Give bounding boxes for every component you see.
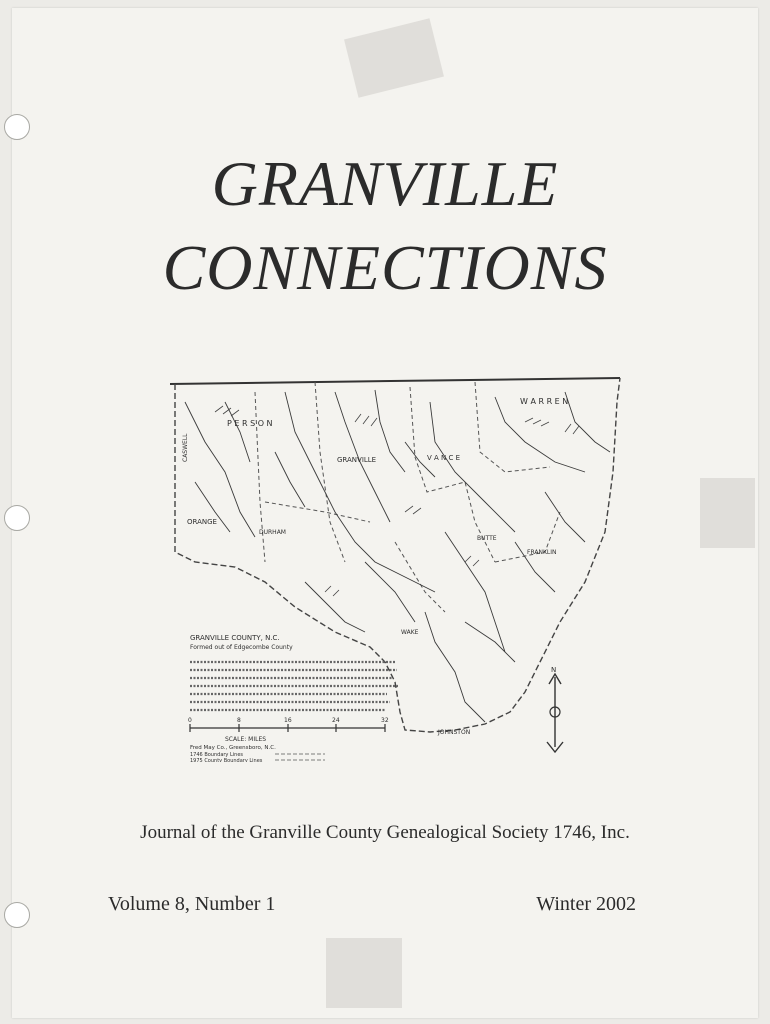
map-label-butte: BUTTE xyxy=(477,535,497,542)
binder-hole-top xyxy=(4,114,30,140)
compass-rose-icon xyxy=(547,674,563,752)
map-label-warren: W A R R E N xyxy=(520,397,569,406)
map-label-johnston: JOHNSTON xyxy=(438,729,471,736)
tape-mark-right xyxy=(700,478,755,548)
issue-date: Winter 2002 xyxy=(536,893,636,915)
map-publisher: Fred May Co., Greensboro, N.C. xyxy=(190,745,276,751)
map-label-durham: DURHAM xyxy=(259,529,286,536)
map-label-orange: ORANGE xyxy=(187,518,217,526)
binder-hole-bottom xyxy=(4,902,30,928)
scale-tick-16: 16 xyxy=(284,717,292,724)
map-label-vance: V A N C E xyxy=(427,454,461,462)
map-caption-sub: Formed out of Edgecombe County xyxy=(190,644,293,651)
river-lines xyxy=(185,390,610,722)
map-label-person: P E R S O N xyxy=(227,419,273,428)
map-caption-heading: GRANVILLE COUNTY, N.C. xyxy=(190,634,280,642)
legend-line-samples xyxy=(275,754,325,760)
state-boundary-line xyxy=(170,378,620,384)
scale-tick-32: 32 xyxy=(381,717,389,724)
journal-title-line-2: CONNECTIONS xyxy=(162,232,608,303)
scale-tick-0: 0 xyxy=(188,717,192,724)
journal-title-line-1: GRANVILLE xyxy=(211,148,559,219)
map-label-caswell: CASWELL xyxy=(182,433,189,462)
terrain-hatching xyxy=(215,406,579,596)
map-label-wake: WAKE xyxy=(401,629,419,636)
tape-mark-bottom xyxy=(326,938,402,1008)
compass-north-letter: N xyxy=(551,666,557,674)
county-division-lines xyxy=(255,382,560,612)
binder-hole-middle xyxy=(4,505,30,531)
map-caption-text-lines xyxy=(190,662,398,710)
legend-1975-boundary: 1975 County Boundary Lines xyxy=(190,758,263,762)
legend-1746-boundary: 1746 Boundary Lines xyxy=(190,752,244,758)
scale-tick-24: 24 xyxy=(332,717,340,724)
journal-subtitle: Journal of the Granville County Genealogical Society 1746, Inc. xyxy=(140,822,630,843)
county-map xyxy=(165,362,625,762)
map-label-granville: GRANVILLE xyxy=(337,456,377,464)
volume-number: Volume 8, Number 1 xyxy=(108,893,276,915)
scale-tick-8: 8 xyxy=(237,717,241,724)
scale-label: SCALE: MILES xyxy=(225,736,267,743)
scale-bar xyxy=(190,724,385,732)
map-label-franklin: FRANKLIN xyxy=(527,549,557,556)
